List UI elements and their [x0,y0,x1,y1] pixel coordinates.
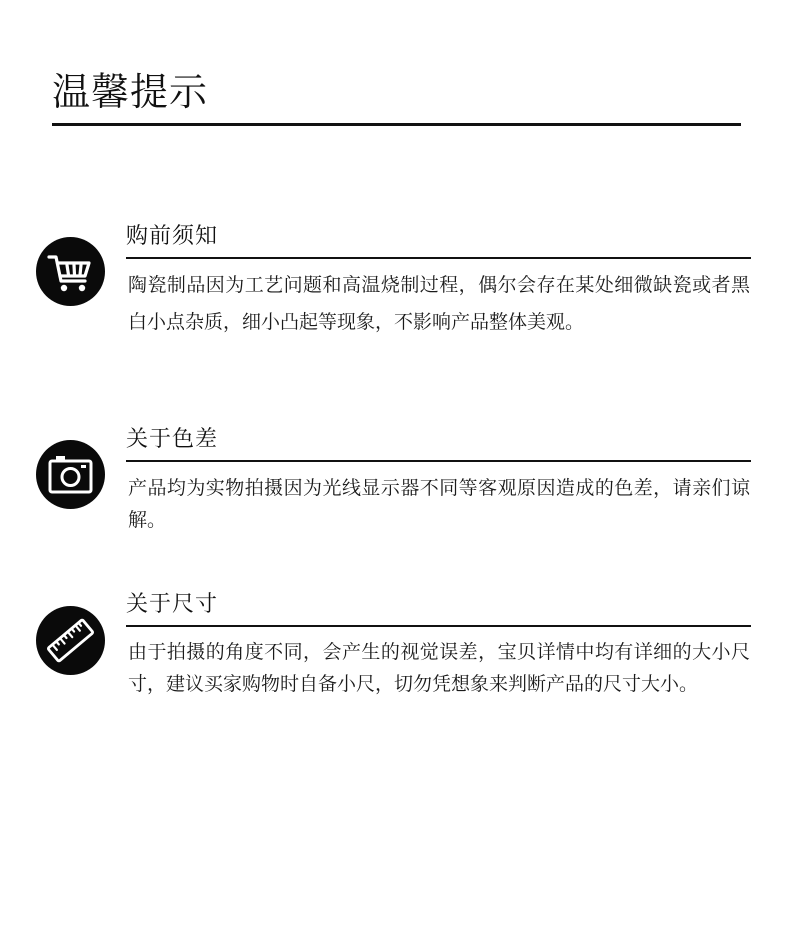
notice-divider [126,257,751,259]
notice-divider [126,625,751,627]
notice-heading: 购前须知 [126,224,219,249]
shopping-cart-icon [36,237,105,306]
notice-body: 产品均为实物拍摄因为光线显示器不同等客观原因造成的色差，请亲们谅解。 [128,477,750,531]
notice-divider [126,460,751,462]
notice-heading: 关于尺寸 [126,592,219,617]
page-title: 温馨提示 [52,70,209,114]
notice-heading: 关于色差 [126,427,219,452]
notice-body: 陶瓷制品因为工艺问题和高温烧制过程，偶尔会存在某处细微缺瓷或者黑白小点杂质，细小凸起等现象，不影响产品整体美观。 [128,274,750,333]
title-divider [52,123,741,126]
camera-icon [36,440,105,509]
notice-body: 由于拍摄的角度不同，会产生的视觉误差，宝贝详情中均有详细的大小尺寸，建议买家购物时自备小尺，切勿凭想象来判断产品的尺寸大小。 [128,641,750,695]
ruler-icon [36,606,105,675]
